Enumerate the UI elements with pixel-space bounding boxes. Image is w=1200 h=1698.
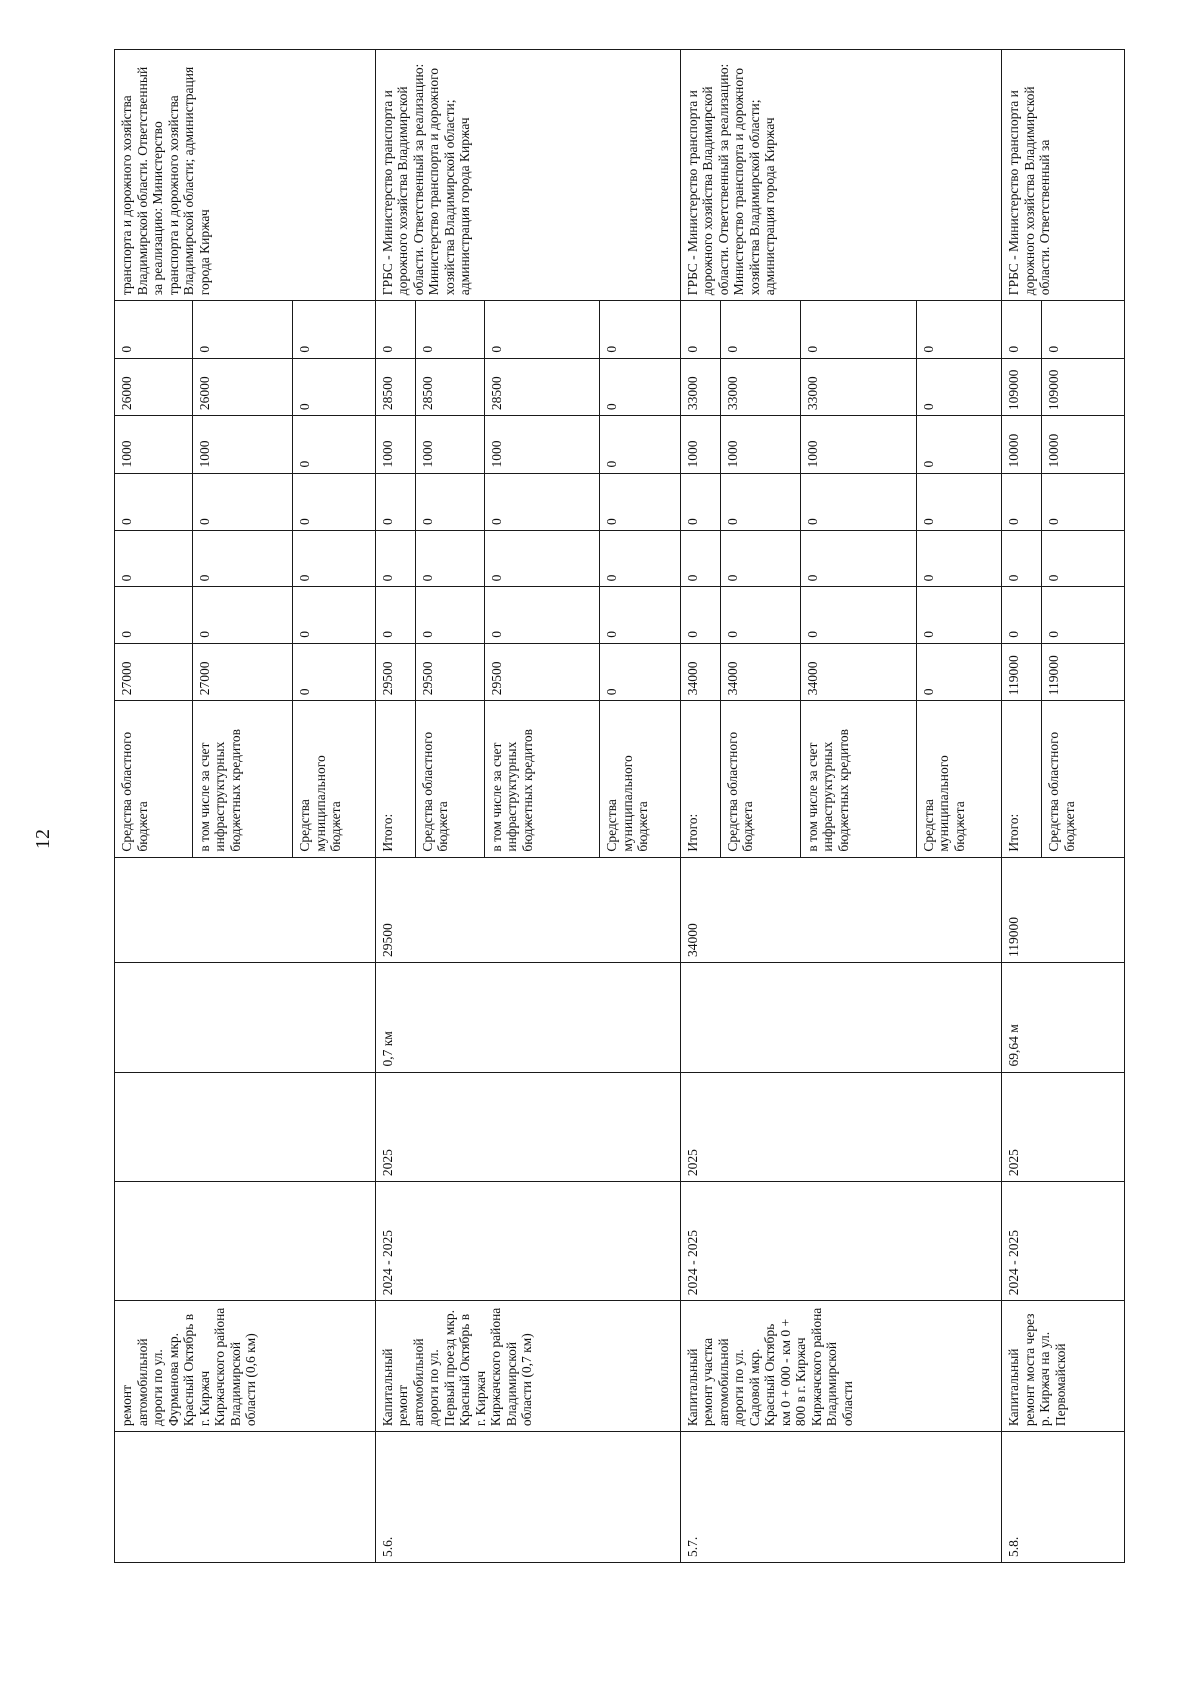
commissioning-year-cell: 2025: [680, 1072, 1002, 1182]
amount-cell-y2024: 1000: [115, 416, 193, 473]
amount-cell-y2025: 0: [600, 358, 680, 415]
commissioning-year-cell: 2025: [375, 1072, 680, 1182]
period-cell: 2024 - 2025: [1002, 1182, 1125, 1301]
funding-source-cell: Средства областного бюджета: [1042, 701, 1125, 857]
amount-cell-y2026: 0: [375, 301, 415, 358]
amount-cell-y2024: 10000: [1002, 416, 1042, 473]
amount-cell-y2023: 0: [293, 473, 375, 530]
amount-cell-y2022: 0: [600, 531, 680, 587]
funding-source-cell: Средства муниципального бюджета: [293, 701, 375, 857]
amount-cell-y2024: 0: [600, 416, 680, 473]
amount-cell-y2021: 0: [415, 587, 484, 643]
funding-source-cell: Средства муниципального бюджета: [600, 701, 680, 857]
amount-cell-y2026: 0: [1002, 301, 1042, 358]
amount-cell-y2024: 0: [916, 416, 1002, 473]
object-name-cell: ремонт автомобильной дороги по ул. Фурманова мкр. Красный Октябрь в г. Киржач Киржачского района Владимирской области (0,6 км): [115, 1301, 376, 1432]
capacity-cell: [680, 962, 1002, 1072]
amount-cell-y2022: 0: [1002, 531, 1042, 587]
amount-cell-y2026: 0: [115, 301, 193, 358]
amount-cell-y2026: 0: [800, 301, 916, 358]
table-row: [1002, 50, 1042, 1563]
amount-cell-y2022: 0: [680, 531, 720, 587]
amount-cell-total: 29500: [484, 643, 600, 700]
amount-cell-y2024: 10000: [1042, 416, 1125, 473]
page-number: 12: [32, 829, 54, 849]
amount-cell-y2021: 0: [600, 587, 680, 643]
amount-cell-y2023: 0: [415, 473, 484, 530]
estimated-cost-cell: 29500: [375, 857, 680, 962]
amount-cell-y2026: 0: [1042, 301, 1125, 358]
amount-cell-total: 29500: [375, 643, 415, 700]
funding-source-cell: Итого:: [680, 701, 720, 857]
table-row: [375, 50, 415, 1563]
amount-cell-y2025: 0: [916, 358, 1002, 415]
amount-cell-y2021: 0: [115, 587, 193, 643]
estimated-cost-cell: 34000: [680, 857, 1002, 962]
amount-cell-y2023: 0: [484, 473, 600, 530]
amount-cell-y2026: 0: [415, 301, 484, 358]
amount-cell-y2021: 0: [375, 587, 415, 643]
responsible-cell: ГРБС - Министерство транспорта и дорожного хозяйства Владимирской области. Ответственный за реализацию: Министерство транспорта и дорожного хозяйства Владимирской области; администрация города Киржач: [375, 50, 680, 301]
object-name-cell: Капитальный ремонт автомобильной дороги по ул. Первый проезд мкр. Красный Октябрь в г. Киржач Киржачского района Владимирской области (0,7 км): [375, 1301, 680, 1432]
funding-source-cell: в том числе за счет инфраструктурных бюджетных кредитов: [800, 701, 916, 857]
object-name-cell: Капитальный ремонт участка автомобильной дороги по ул. Садовой мкр. Красный Октябрь км 0 + 000 - км 0 + 800 в г. Киржач Киржачского района Владимирской области: [680, 1301, 1002, 1432]
amount-cell-y2022: 0: [720, 531, 800, 587]
amount-cell-y2025: 28500: [415, 358, 484, 415]
table-row: [680, 50, 720, 1563]
amount-cell-y2021: 0: [720, 587, 800, 643]
amount-cell-y2021: 0: [293, 587, 375, 643]
item-number-cell: 5.6.: [375, 1432, 680, 1563]
amount-cell-y2021: 0: [916, 587, 1002, 643]
commissioning-year-cell: 2025: [1002, 1072, 1125, 1182]
amount-cell-y2025: 109000: [1042, 358, 1125, 415]
amount-cell-y2025: 26000: [115, 358, 193, 415]
amount-cell-y2023: 0: [916, 473, 1002, 530]
amount-cell-y2024: 1000: [484, 416, 600, 473]
amount-cell-y2023: 0: [1042, 473, 1125, 530]
responsible-cell: ГРБС - Министерство транспорта и дорожного хозяйства Владимирской области. Ответственный за: [1002, 50, 1125, 301]
table-row: [115, 50, 193, 1563]
funding-source-cell: в том числе за счет инфраструктурных бюджетных кредитов: [484, 701, 600, 857]
amount-cell-y2025: 33000: [800, 358, 916, 415]
funding-source-cell: Итого:: [1002, 701, 1042, 857]
amount-cell-y2022: 0: [293, 531, 375, 587]
amount-cell-y2025: 33000: [680, 358, 720, 415]
funding-source-cell: Средства областного бюджета: [720, 701, 800, 857]
amount-cell-y2021: 0: [192, 587, 292, 643]
amount-cell-y2022: 0: [192, 531, 292, 587]
amount-cell-y2025: 109000: [1002, 358, 1042, 415]
amount-cell-y2026: 0: [600, 301, 680, 358]
amount-cell-y2026: 0: [916, 301, 1002, 358]
amount-cell-y2024: 0: [293, 416, 375, 473]
amount-cell-y2021: 0: [484, 587, 600, 643]
amount-cell-y2025: 26000: [192, 358, 292, 415]
amount-cell-y2023: 0: [720, 473, 800, 530]
amount-cell-y2026: 0: [680, 301, 720, 358]
amount-cell-y2021: 0: [800, 587, 916, 643]
amount-cell-y2023: 0: [375, 473, 415, 530]
item-number-cell: [115, 1432, 376, 1563]
amount-cell-y2022: 0: [916, 531, 1002, 587]
table-container: [114, 49, 1125, 1563]
amount-cell-total: 0: [916, 643, 1002, 700]
amount-cell-y2022: 0: [1042, 531, 1125, 587]
amount-cell-total: 27000: [115, 643, 193, 700]
funding-source-cell: Средства областного бюджета: [415, 701, 484, 857]
responsible-cell: ГРБС - Министерство транспорта и дорожного хозяйства Владимирской области. Ответственный за реализацию: Министерство транспорта и дорожного хозяйства Владимирской области; администрация города Киржач: [680, 50, 1002, 301]
period-cell: 2024 - 2025: [375, 1182, 680, 1301]
amount-cell-y2024: 1000: [680, 416, 720, 473]
amount-cell-total: 34000: [720, 643, 800, 700]
responsible-cell: транспорта и дорожного хозяйства Владимирской области. Ответственный за реализацию: Министерство транспорта и дорожного хозяйства Владимирской области; администрация города Киржач: [115, 50, 376, 301]
item-number-cell: 5.7.: [680, 1432, 1002, 1563]
amount-cell-total: 27000: [192, 643, 292, 700]
commissioning-year-cell: [115, 1072, 376, 1182]
amount-cell-y2021: 0: [1042, 587, 1125, 643]
estimated-cost-cell: [115, 857, 376, 962]
estimated-cost-cell: 119000: [1002, 857, 1125, 962]
funding-source-cell: Средства муниципального бюджета: [916, 701, 1002, 857]
amount-cell-y2025: 28500: [484, 358, 600, 415]
amount-cell-y2024: 1000: [720, 416, 800, 473]
capacity-cell: 69,64 м: [1002, 962, 1125, 1072]
amount-cell-total: 34000: [680, 643, 720, 700]
amount-cell-y2026: 0: [484, 301, 600, 358]
amount-cell-y2025: 0: [293, 358, 375, 415]
program-table: [114, 49, 1125, 1563]
amount-cell-total: 29500: [415, 643, 484, 700]
amount-cell-y2024: 1000: [415, 416, 484, 473]
capacity-cell: [115, 962, 376, 1072]
amount-cell-total: 0: [600, 643, 680, 700]
funding-source-cell: в том числе за счет инфраструктурных бюджетных кредитов: [192, 701, 292, 857]
amount-cell-total: 0: [293, 643, 375, 700]
amount-cell-y2024: 1000: [375, 416, 415, 473]
amount-cell-total: 119000: [1002, 643, 1042, 700]
amount-cell-y2022: 0: [484, 531, 600, 587]
amount-cell-y2026: 0: [192, 301, 292, 358]
period-cell: 2024 - 2025: [680, 1182, 1002, 1301]
amount-cell-y2023: 0: [680, 473, 720, 530]
amount-cell-y2022: 0: [415, 531, 484, 587]
amount-cell-y2022: 0: [375, 531, 415, 587]
amount-cell-y2026: 0: [720, 301, 800, 358]
amount-cell-y2022: 0: [800, 531, 916, 587]
amount-cell-y2023: 0: [115, 473, 193, 530]
amount-cell-y2025: 33000: [720, 358, 800, 415]
amount-cell-y2024: 1000: [192, 416, 292, 473]
amount-cell-y2023: 0: [800, 473, 916, 530]
item-number-cell: 5.8.: [1002, 1432, 1125, 1563]
funding-source-cell: Средства областного бюджета: [115, 701, 193, 857]
capacity-cell: 0,7 км: [375, 962, 680, 1072]
amount-cell-y2024: 1000: [800, 416, 916, 473]
amount-cell-y2021: 0: [1002, 587, 1042, 643]
amount-cell-y2025: 28500: [375, 358, 415, 415]
amount-cell-y2023: 0: [600, 473, 680, 530]
amount-cell-y2021: 0: [680, 587, 720, 643]
amount-cell-total: 34000: [800, 643, 916, 700]
funding-source-cell: Итого:: [375, 701, 415, 857]
amount-cell-y2023: 0: [192, 473, 292, 530]
object-name-cell: Капитальный ремонт моста через р. Киржач на ул. Первомайской: [1002, 1301, 1125, 1432]
amount-cell-y2023: 0: [1002, 473, 1042, 530]
amount-cell-total: 119000: [1042, 643, 1125, 700]
period-cell: [115, 1182, 376, 1301]
amount-cell-y2022: 0: [115, 531, 193, 587]
amount-cell-y2026: 0: [293, 301, 375, 358]
